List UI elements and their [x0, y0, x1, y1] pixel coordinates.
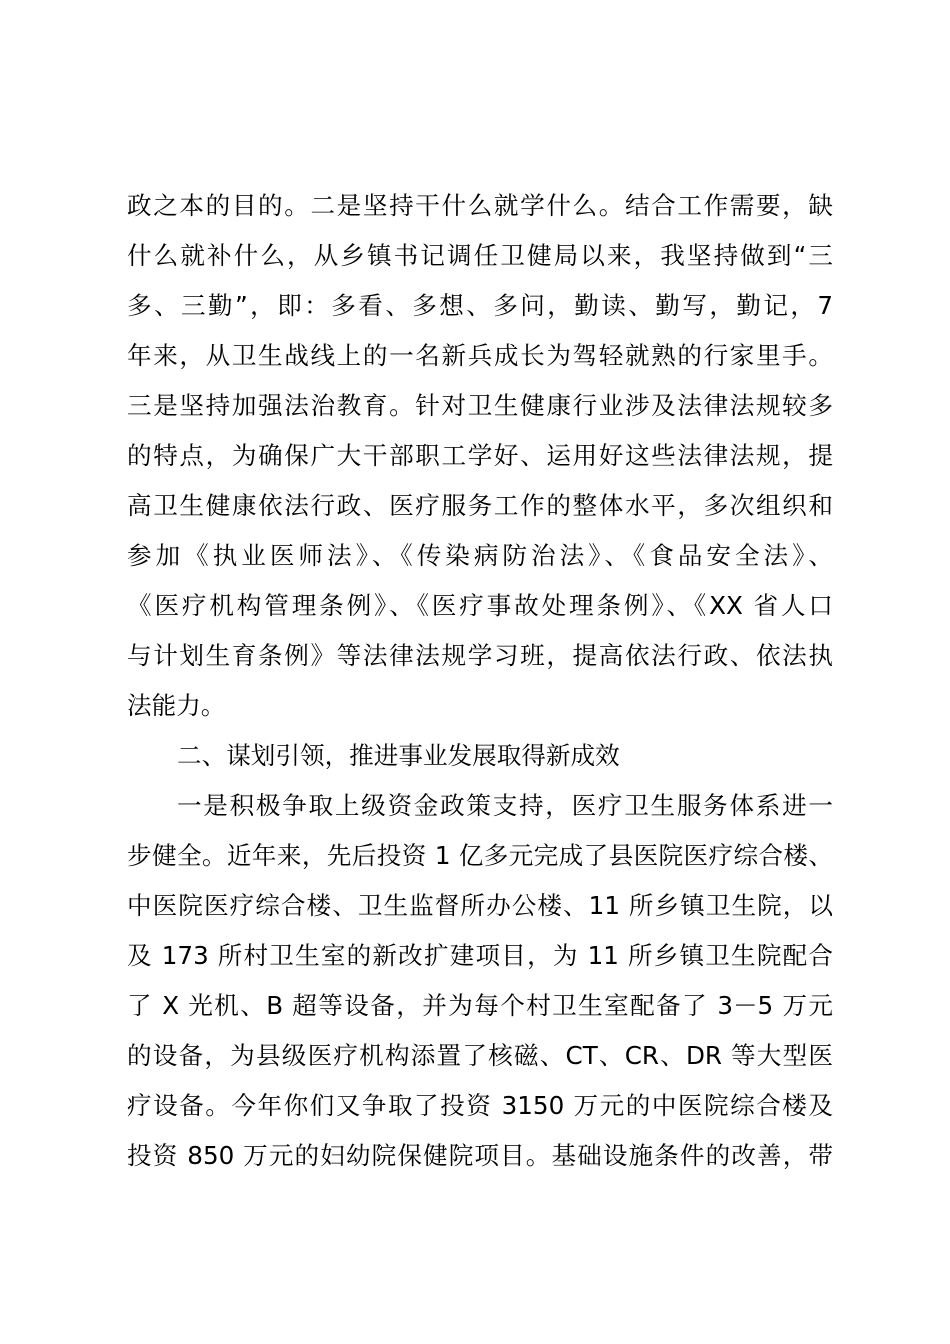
text-line: 三是坚持加强法治教育。针对卫生健康行业涉及法律法规较多 [127, 391, 833, 420]
text-line: 政之本的目的。二是坚持干什么就学什么。结合工作需要，缺 [127, 191, 833, 220]
text-line: 与计划生育条例》等法律法规学习班，提高依法行政、依法执 [127, 641, 833, 670]
text-line: 参加《执业医师法》、《传染病防治法》、《食品安全法》、 [127, 541, 833, 570]
text-line: 年来，从卫生战线上的一名新兵成长为驾轻就熟的行家里手。 [127, 341, 833, 370]
text-line: 什么就补什么，从乡镇书记调任卫健局以来，我坚持做到“三 [127, 241, 833, 270]
text-line: 多、三勤”，即：多看、多想、多问，勤读、勤写，勤记，7 [127, 291, 833, 320]
text-line: 中医院医疗综合楼、卫生监督所办公楼、11 所乡镇卫生院，以 [127, 891, 833, 920]
text-line: 的设备，为县级医疗机构添置了核磁、CT、CR、DR 等大型医 [127, 1041, 833, 1070]
text-line: 了 X 光机、B 超等设备，并为每个村卫生室配备了 3－5 万元 [127, 991, 833, 1020]
text-line: 的特点，为确保广大干部职工学好、运用好这些法律法规，提 [127, 441, 833, 470]
text-line: 投资 850 万元的妇幼院保健院项目。基础设施条件的改善，带 [127, 1141, 833, 1170]
text-line: 高卫生健康依法行政、医疗服务工作的整体水平，多次组织和 [127, 491, 833, 520]
text-line: 法能力。 [127, 691, 226, 720]
text-line: 一是积极争取上级资金政策支持，医疗卫生服务体系进一 [177, 791, 833, 820]
text-line: 疗设备。今年你们又争取了投资 3150 万元的中医院综合楼及 [127, 1091, 833, 1120]
text-line: 及 173 所村卫生室的新改扩建项目，为 11 所乡镇卫生院配合 [127, 941, 833, 970]
section-heading: 二、谋划引领，推进事业发展取得新成效 [177, 741, 620, 770]
text-line: 步健全。近年来，先后投资 1 亿多元完成了县医院医疗综合楼、 [127, 841, 833, 870]
document-body [127, 181, 833, 1181]
text-line: 《医疗机构管理条例》、《医疗事故处理条例》、《XX 省人口 [127, 591, 833, 620]
